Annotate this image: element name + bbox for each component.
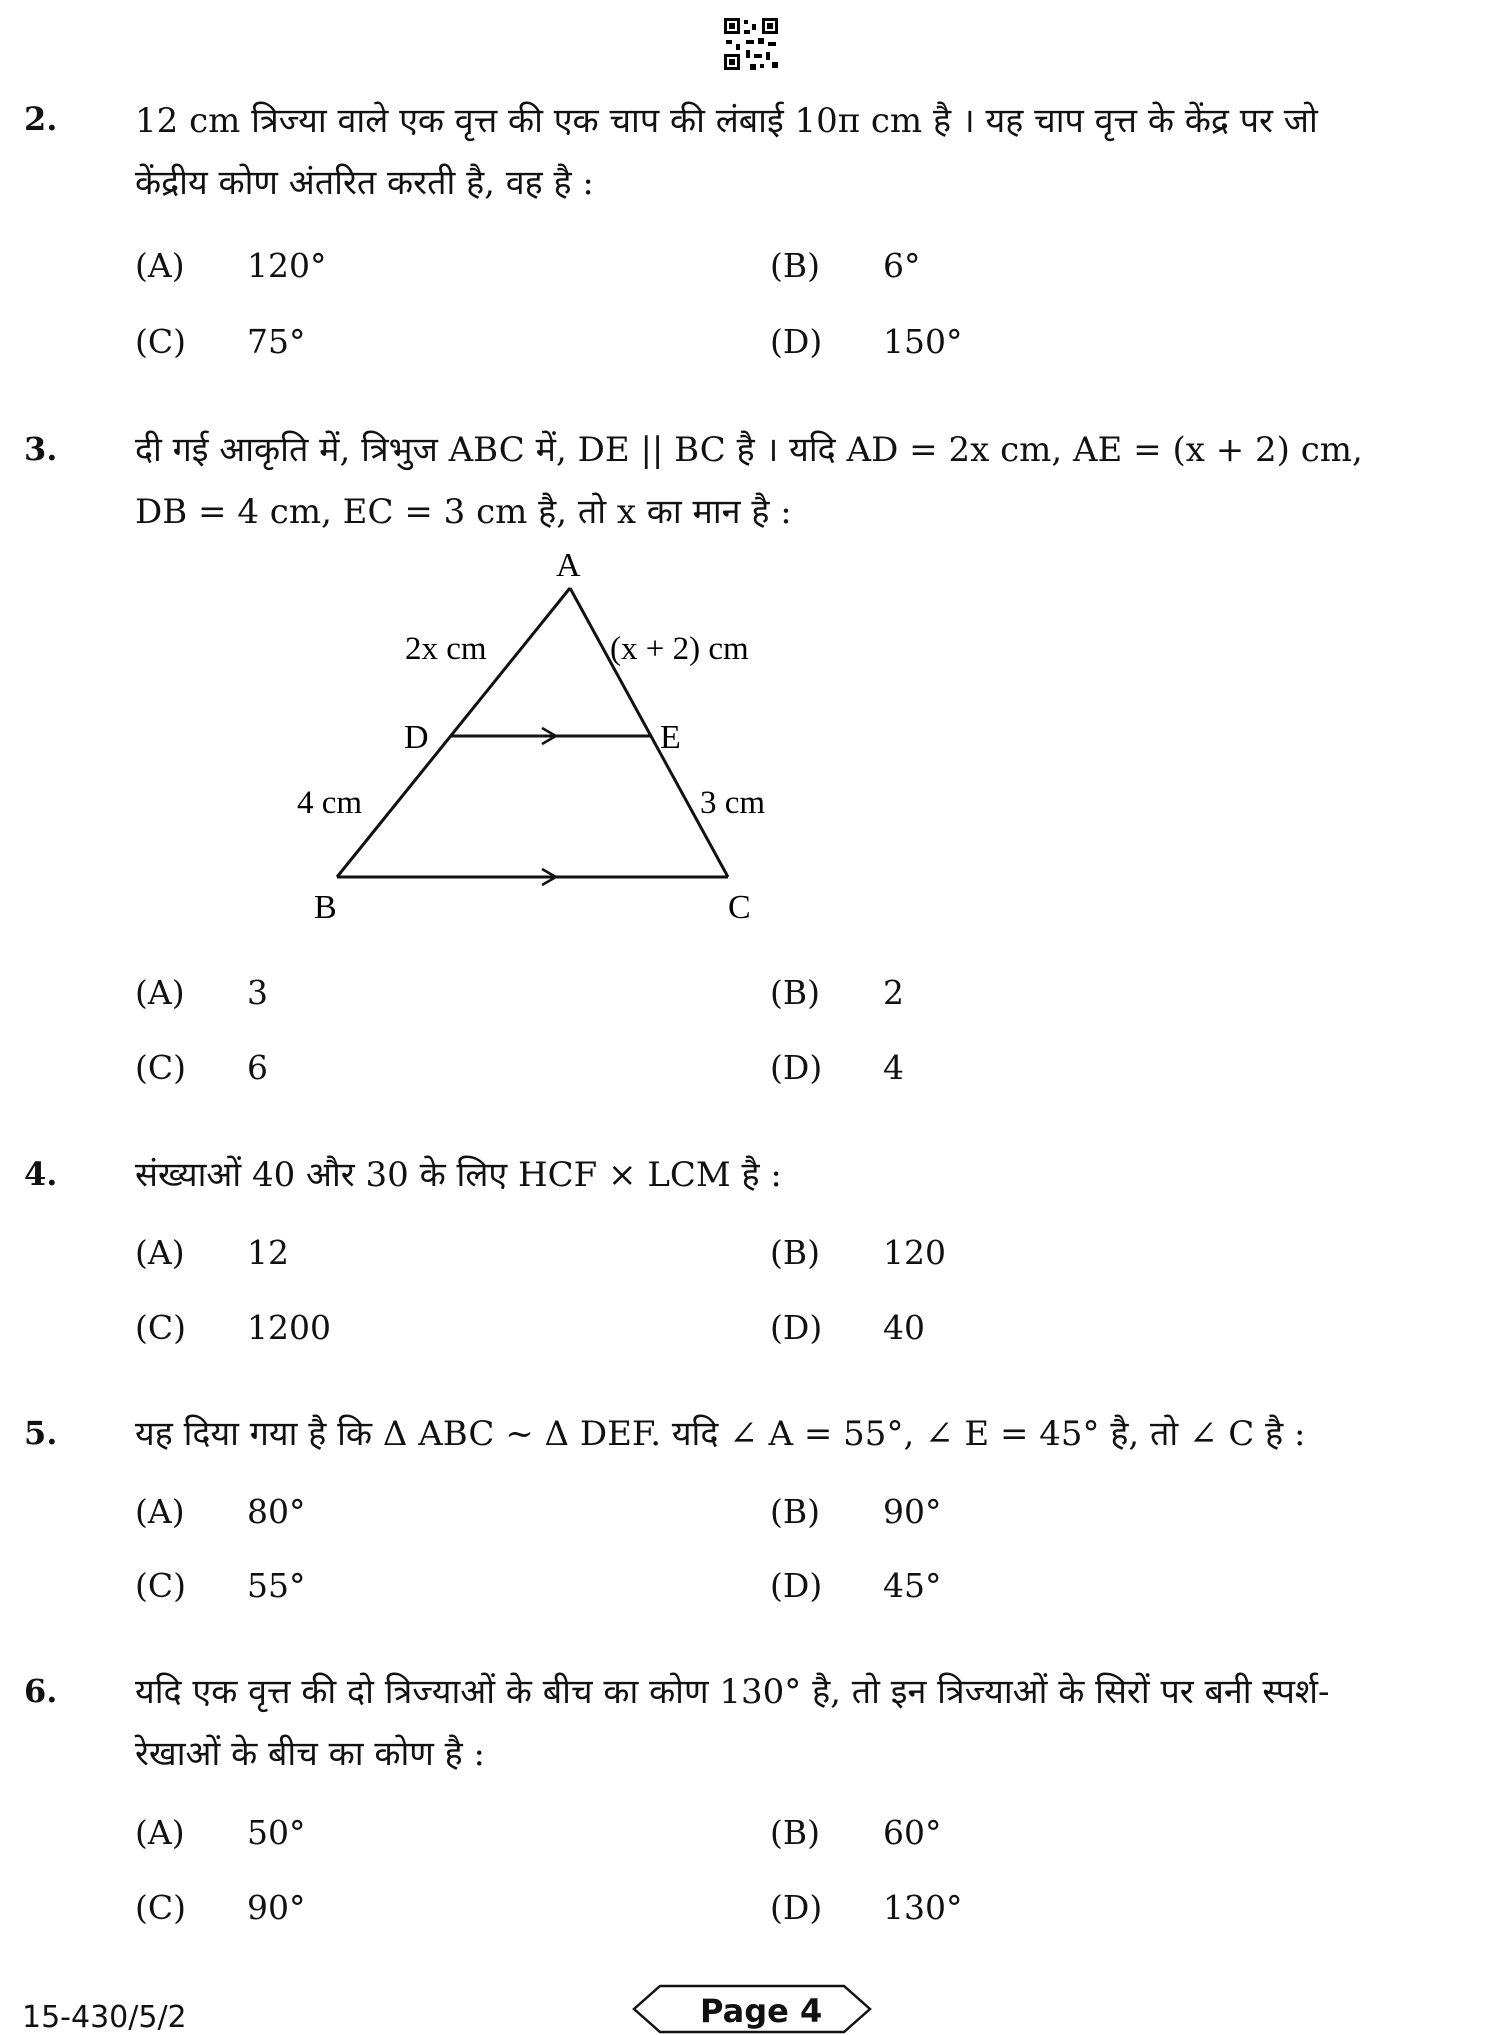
option-c: 6 [247, 1048, 268, 1087]
question-text: दी गई आकृति में, त्रिभुज ABC में, DE || BC है । यदि AD = 2x cm, AE = (x + 2) cm, DB = 4 cm, EC = 3 cm है, तो x का मान है : [135, 430, 1363, 532]
option-label-c: (C) [135, 322, 186, 361]
option-label-a: (A) [135, 1813, 185, 1852]
triangle-figure [280, 540, 820, 940]
paper-code: 15-430/5/2 [22, 2000, 187, 2035]
question-number: 5. [24, 1414, 58, 1452]
question-number: 2. [24, 100, 58, 138]
option-c: 90° [247, 1888, 306, 1927]
option-label-b: (B) [770, 1813, 820, 1852]
option-label-c: (C) [135, 1308, 186, 1347]
option-b: 60° [883, 1813, 942, 1852]
question-text: यह दिया गया है कि Δ ABC ~ Δ DEF. यदि ∠ A = 55°, ∠ E = 45° है, तो ∠ C है : [135, 1414, 1306, 1454]
option-d: 150° [883, 322, 963, 361]
option-b: 2 [883, 973, 904, 1012]
question-number: 4. [24, 1155, 58, 1193]
option-a: 3 [247, 973, 268, 1012]
option-label-c: (C) [135, 1048, 186, 1087]
option-label-b: (B) [770, 1233, 820, 1272]
option-label-b: (B) [770, 973, 820, 1012]
option-label-a: (A) [135, 1233, 185, 1272]
vertex-c-label: C [728, 889, 751, 926]
vertex-a-label: A [556, 547, 581, 584]
option-c: 1200 [247, 1308, 331, 1347]
option-label-c: (C) [135, 1566, 186, 1605]
option-c: 75° [247, 322, 306, 361]
option-label-d: (D) [770, 1308, 823, 1347]
option-label-d: (D) [770, 1888, 823, 1927]
option-a: 80° [247, 1492, 306, 1531]
label-ae: (x + 2) cm [610, 631, 749, 667]
option-label-d: (D) [770, 322, 823, 361]
option-label-a: (A) [135, 1492, 185, 1531]
option-b: 90° [883, 1492, 942, 1531]
option-b: 6° [883, 246, 921, 285]
option-d: 4 [883, 1048, 904, 1087]
question-number: 3. [24, 430, 58, 468]
option-label-a: (A) [135, 246, 185, 285]
vertex-b-label: B [314, 889, 337, 926]
label-ec: 3 cm [700, 785, 766, 821]
label-db: 4 cm [297, 785, 363, 821]
option-label-c: (C) [135, 1888, 186, 1927]
option-a: 12 [247, 1233, 289, 1272]
option-label-b: (B) [770, 246, 820, 285]
option-a: 120° [247, 246, 327, 285]
question-text: यदि एक वृत्त की दो त्रिज्याओं के बीच का कोण 130° है, तो इन त्रिज्याओं के सिरों पर बनी स्पर्श-रेखाओं के बीच का कोण है : [135, 1672, 1330, 1774]
question-text: संख्याओं 40 और 30 के लिए HCF × LCM है : [135, 1155, 782, 1195]
option-b: 120 [883, 1233, 946, 1272]
option-label-d: (D) [770, 1566, 823, 1605]
option-c: 55° [247, 1566, 306, 1605]
question-number: 6. [24, 1672, 58, 1710]
option-d: 130° [883, 1888, 963, 1927]
option-d: 45° [883, 1566, 942, 1605]
option-d: 40 [883, 1308, 925, 1347]
option-label-d: (D) [770, 1048, 823, 1087]
option-label-a: (A) [135, 973, 185, 1012]
option-a: 50° [247, 1813, 306, 1852]
page-number: Page 4 [700, 1992, 823, 2030]
qr-code-icon [722, 16, 780, 72]
label-ad: 2x cm [405, 631, 487, 667]
vertex-e-label: E [660, 719, 681, 756]
vertex-d-label: D [404, 719, 429, 756]
option-label-b: (B) [770, 1492, 820, 1531]
question-text: 12 cm त्रिज्या वाले एक वृत्त की एक चाप की लंबाई 10π cm है । यह चाप वृत्त के केंद्र पर जो केंद्रीय कोण अंतरित करती है, वह है : [135, 101, 1318, 203]
